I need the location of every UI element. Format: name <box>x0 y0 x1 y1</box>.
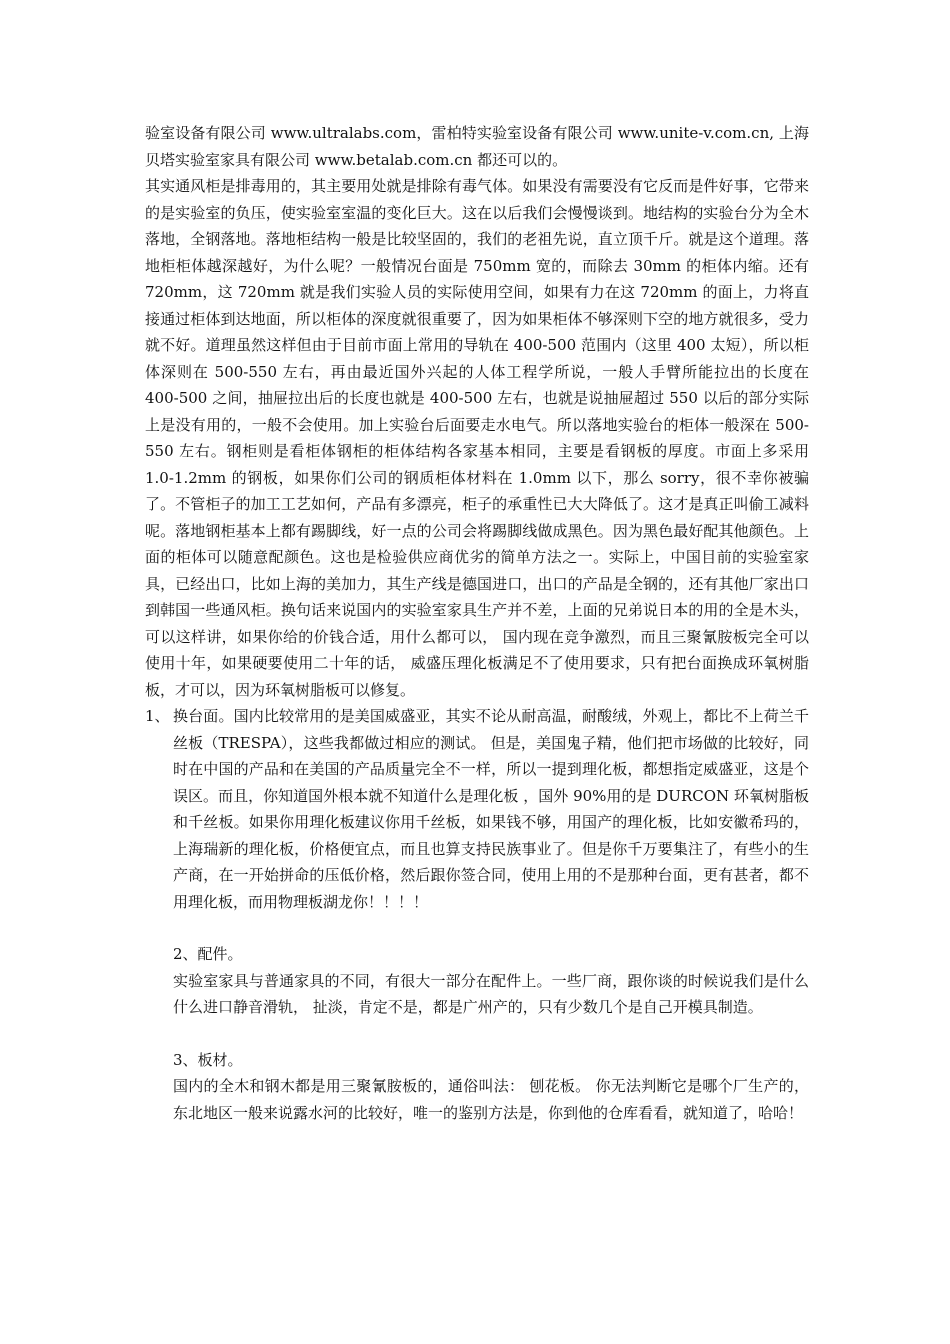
section-2-heading: 2、配件。 <box>173 945 243 963</box>
list-item-1-text: 换台面。国内比较常用的是美国威盛亚，其实不论从耐高温，耐酸绒，外观上，都比不上荷兰千丝板（TRESPA），这些我都做过相应的测试。 但是，美国鬼子精，他们把市场做的比较好，同时在中国的产品和在美国的产品质量完全不一样，所以一提到理化板，都想指定威盛亚，这是个误区。而且，你知道国外根本就不知道什么是理化板 ，国外 90%用的是 DURCON 环氧树脂板和千丝板。如果你用理化板建议你用千丝板，如果钱不够，用国产的理化板，比如安徽希玛的，上海瑞新的理化板，价格便宜点，而且也算支持民族事业了。但是你千万要集注了，有些小的生产商，在一开始拼命的压低价格，然后跟你签合同，使用上用的不是那种台面，更有甚者，都不用理化板，而用物理板湖龙你！！！！ <box>173 707 809 911</box>
intro-paragraph: 验室设备有限公司 www.ultralabs.com，雷柏特实验室设备有限公司 www.unite-v.com.cn, 上海贝塔实验室家具有限公司 www.betalab.com.cn 都还可以的。 <box>145 124 809 169</box>
section-3-heading: 3、板材。 <box>173 1050 243 1069</box>
section-3 <box>145 1047 809 1127</box>
section-3-text: 国内的全木和钢木都是用三聚氰胺板的，通俗叫法： 刨花板。 你无法判断它是哪个厂生产的，东北地区一般来说露水河的比较好，唯一的鉴别方法是，你到他的仓库看看，就知道了，哈哈！ <box>173 1077 809 1122</box>
section-2 <box>145 941 809 1021</box>
document-body <box>145 120 809 1126</box>
list-item-1 <box>145 703 809 915</box>
main-paragraph: 其实通风柜是排毒用的，其主要用处就是排除有毒气体。如果没有需要没有它反而是件好事，它带来的是实验室的负压，使实验室室温的变化巨大。这在以后我们会慢慢谈到。地结构的实验台分为全木落地，全钢落地。落地柜结构一般是比较坚固的，我们的老祖先说，直立顶千斤。就是这个道理。落地柜柜体越深越好，为什么呢？一般情况台面是 750mm 宽的，而除去 30mm 的柜体内缩。还有 720mm，这 720mm 就是我们实验人员的实际使用空间，如果有力在这 720mm 的面上，力将直接通过柜体到达地面，所以柜体的深度就很重要了，因为如果柜体不够深则下空的地方就很多，受力就不好。道理虽然这样但由于目前市面上常用的导轨在 400-500 范围内（这里 400 太短），所以柜体深则在 500-550 左右，再由最近国外兴起的人体工程学所说，一般人手臂所能拉出的长度在 400-500 之间，抽屉拉出后的长度也就是 400-500 左右，也就是说抽屉超过 550 以后的部分实际上是没有用的，一般不会使用。加上实验台后面要走水电气。所以落地实验台的柜体一般深在 500-550 左右。钢柜则是看柜体钢柜的柜体结构各家基本相同，主要是看钢板的厚度。市面上多采用 1.0-1.2mm 的钢板，如果你们公司的钢质柜体材料在 1.0mm 以下，那么 sorry，很不幸你被骗了。不管柜子的加工工艺如何，产品有多漂亮，柜子的承重性已大大降低了。这才是真正叫偷工减料呢。落地钢柜基本上都有踢脚线，好一点的公司会将踢脚线做成黑色。因为黑色最好配其他颜色。上面的柜体可以随意配颜色。这也是检验供应商优劣的简单方法之一。实际上，中国目前的实验室家具，已经出口，比如上海的美加力，其生产线是德国进口，出口的产品是全钢的，还有其他厂家出口到韩国一些通风柜。换句话来说国内的实验室家具生产并不差，上面的兄弟说日本的用的全是木头，可以这样讲，如果你给的价钱合适，用什么都可以， 国内现在竞争激烈，而且三聚氰胺板完全可以使用十年，如果硬要使用二十年的话， 威盛压理化板满足不了使用要求，只有把台面换成环氧树脂板，才可以，因为环氧树脂板可以修复。 <box>145 177 809 699</box>
section-2-text: 实验室家具与普通家具的不同，有很大一部分在配件上。一些厂商，跟你谈的时候说我们是什么什么进口静音滑轨， 扯淡，肯定不是，都是广州产的，只有少数几个是自己开模具制造。 <box>173 971 809 1016</box>
list-marker-1: 1、 <box>145 707 170 725</box>
